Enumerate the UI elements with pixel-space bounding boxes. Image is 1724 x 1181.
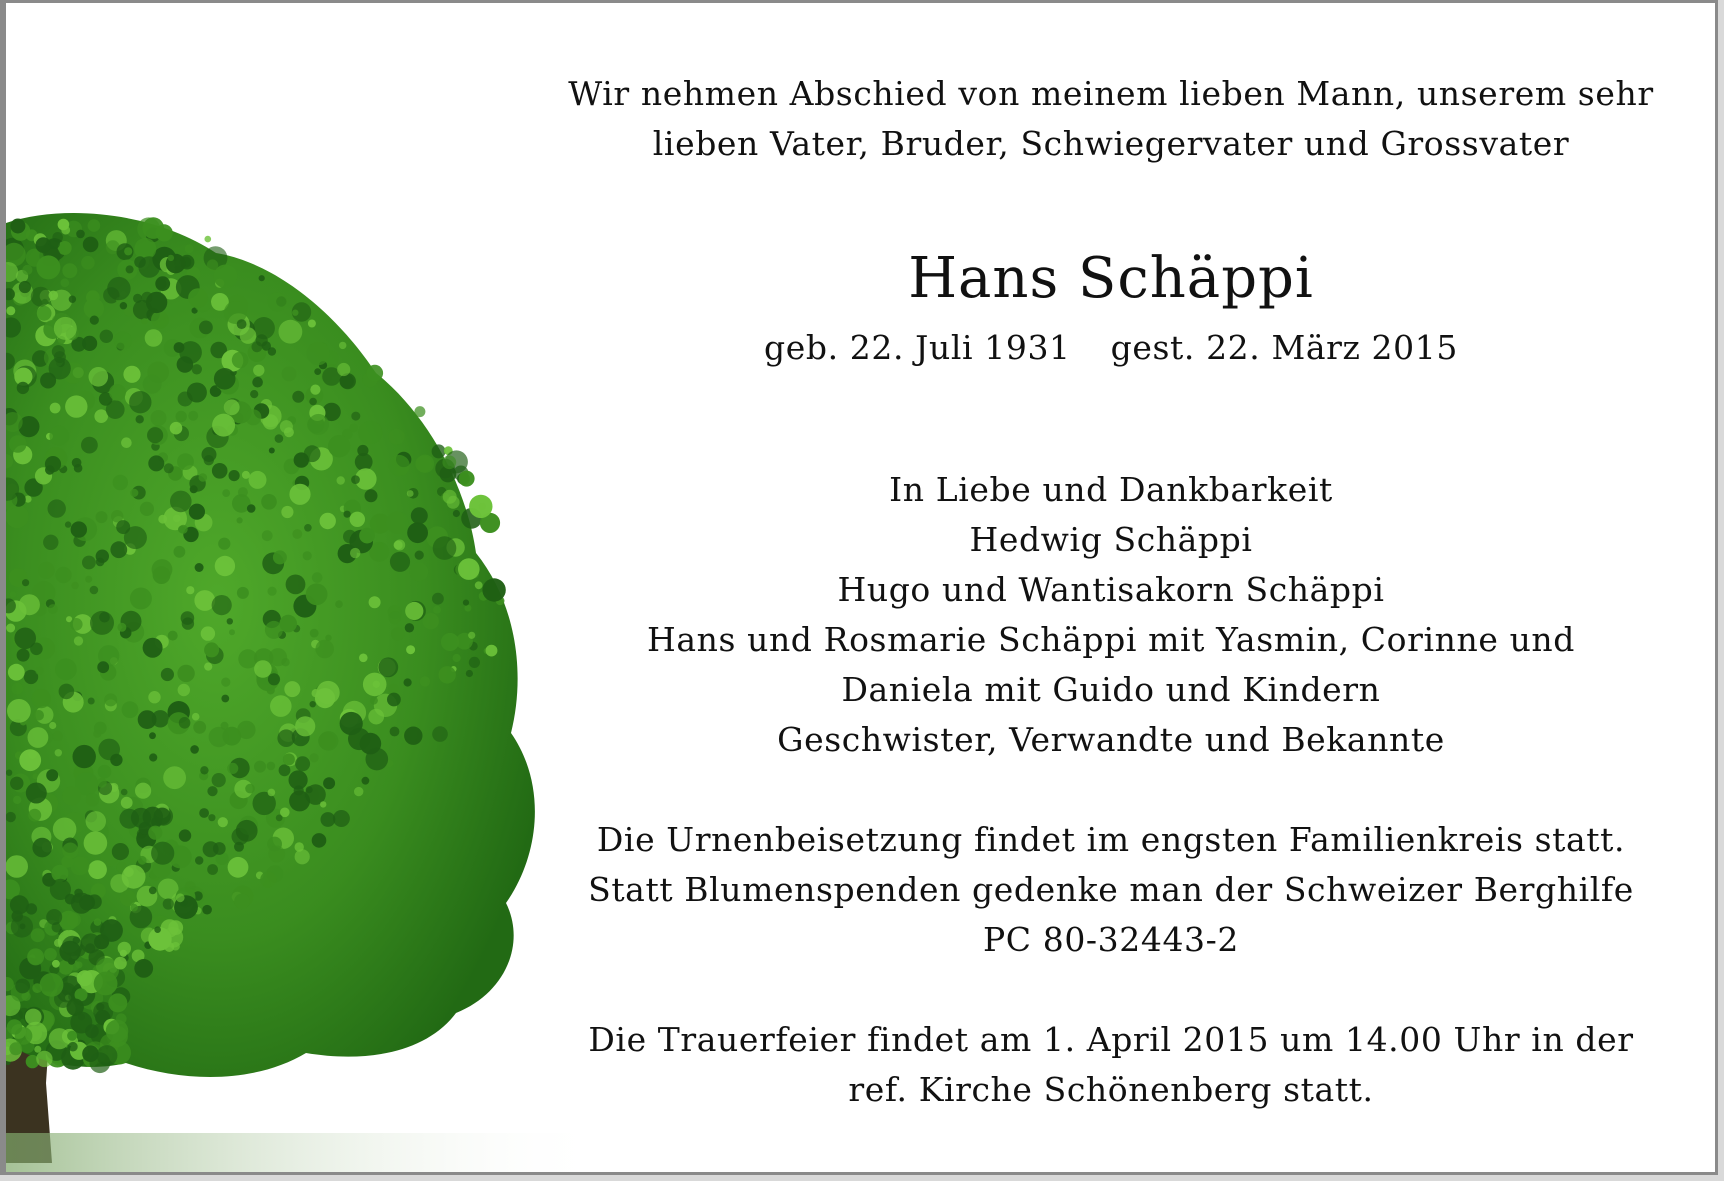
mourners-line: Geschwister, Verwandte und Bekannte [777,720,1445,759]
life-dates [546,323,1676,373]
mourners-line: Hugo und Wantisakorn Schäppi [837,570,1385,609]
mourners-line: Daniela mit Guido und Kindern [841,670,1381,709]
mourners-line: In Liebe und Dankbarkeit [889,470,1333,509]
donation-account: PC 80-32443-2 [982,920,1239,959]
tree-illustration [6,203,606,1175]
intro-line: lieben Vater, Bruder, Schwiegervater und Grossvater [652,124,1570,163]
birth-date: geb. 22. Juli 1931 [764,328,1071,367]
service-line: ref. Kirche Schönenberg statt. [848,1070,1374,1109]
burial-note [546,815,1676,965]
mourners-line: Hedwig Schäppi [969,520,1253,559]
mourners-line: Hans und Rosmarie Schäppi mit Yasmin, Corinne und [646,620,1576,659]
deceased-name: Hans Schäppi [908,246,1314,311]
note-line: Die Urnenbeisetzung findet im engsten Familienkreis statt. [596,820,1626,859]
service-line: Die Trauerfeier findet am 1. April 2015 um 14.00 Uhr in der [588,1020,1634,1059]
funeral-service-info [546,1015,1676,1115]
note-line: Statt Blumenspenden gedenke man der Schweizer Berghilfe [588,870,1634,909]
intro-line: Wir nehmen Abschied von meinem lieben Mann, unserem sehr [568,74,1654,113]
mourners-list [546,465,1676,765]
intro-text [546,69,1676,169]
death-date: gest. 22. März 2015 [1110,328,1458,367]
